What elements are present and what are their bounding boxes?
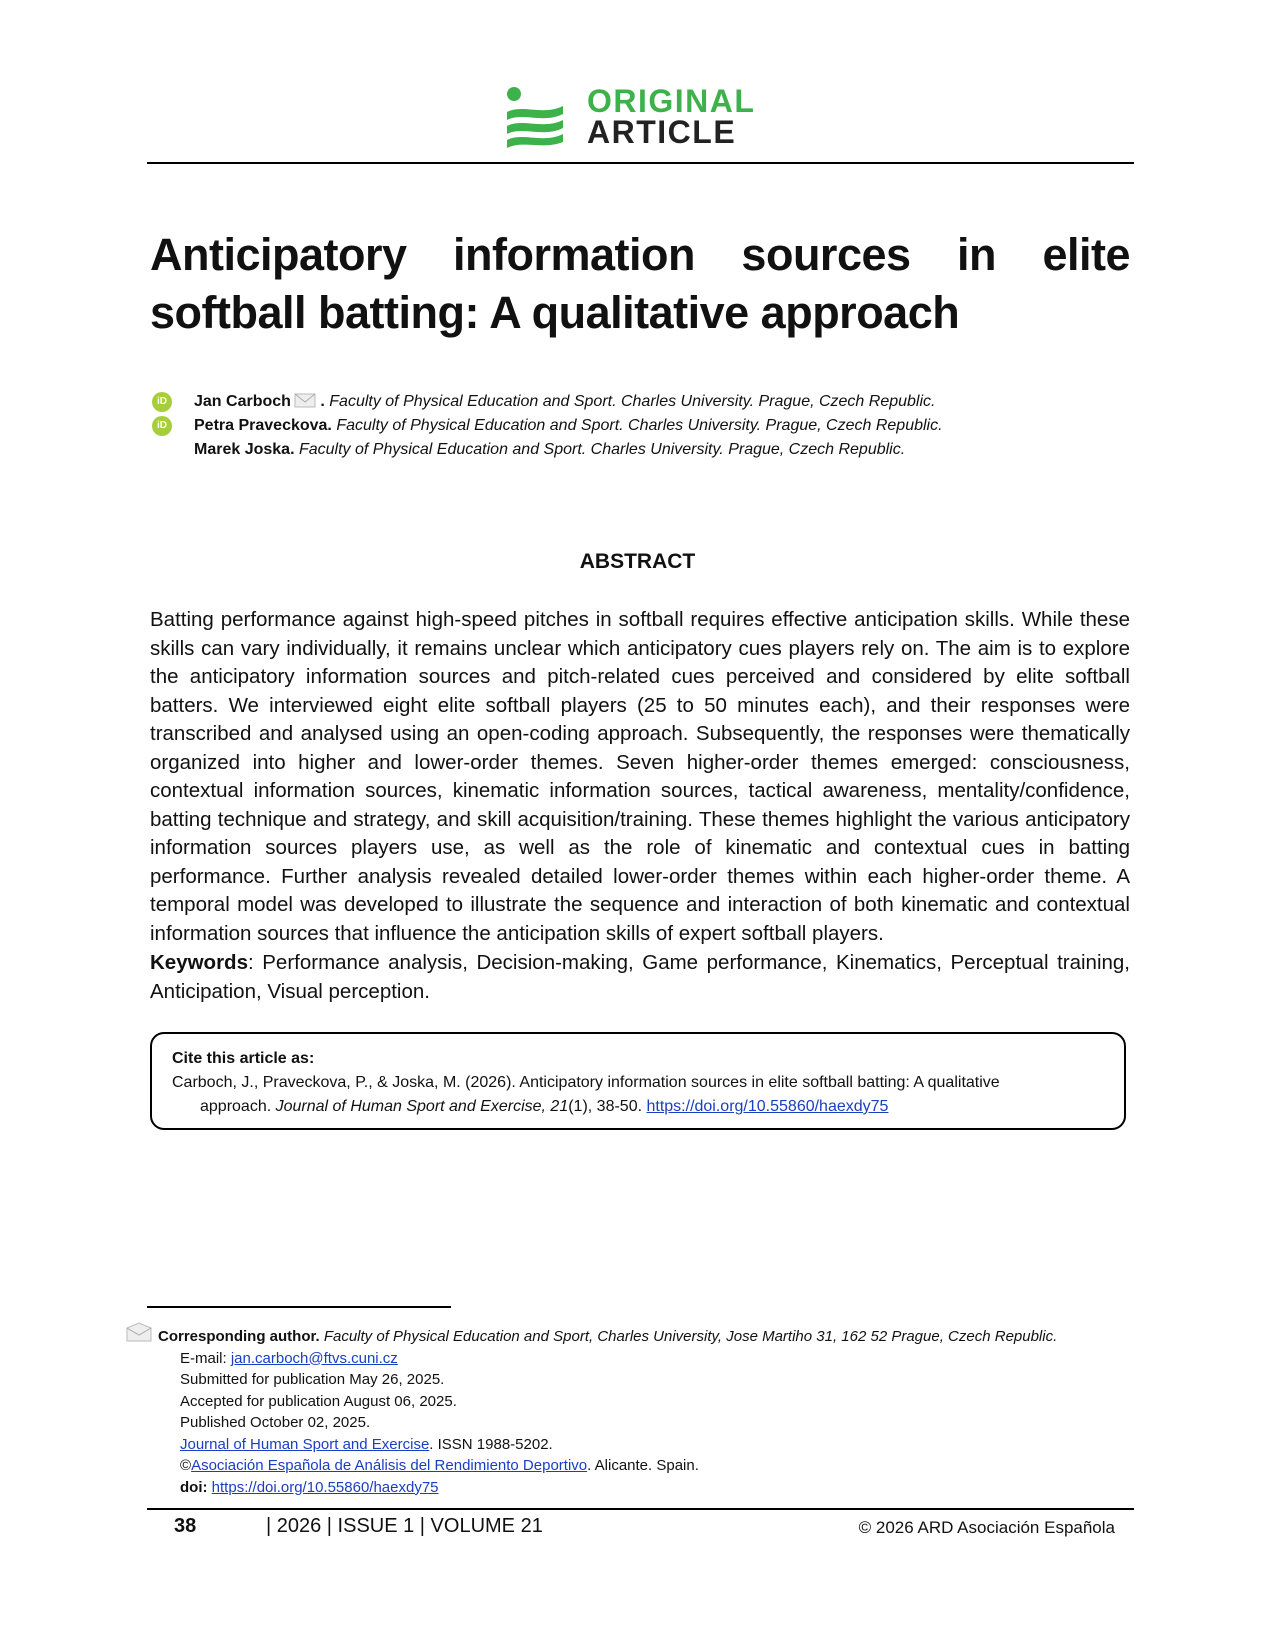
keywords-label: Keywords [150,951,248,974]
abstract-heading: ABSTRACT [579,550,696,573]
author-name: Marek Joska. [194,441,295,458]
published-date: Published October 02, 2025. [180,1414,371,1431]
author-affiliation: Faculty of Physical Education and Sport. Charles University. Prague, Czech Republic. [336,417,943,434]
citation-authors-title: Carboch, J., Praveckova, P., & Joska, M. (2026). Anticipatory information sources in elite softball batting: A qualitative [172,1074,1000,1091]
author-3 [152,438,1112,462]
header-rule [147,162,1134,164]
issn: . ISSN 1988-5202. [429,1435,553,1453]
badge-line-1: ORIGINAL [587,83,756,119]
issue-info: | 2026 | ISSUE 1 | VOLUME 21 [266,1515,543,1537]
abstract-text: Batting performance against high-speed pitches in softball requires effective anticipation skills. While these skills can vary individually, it remains unclear which anticipatory cues players rely on. The aim is to explore the anticipatory information sources and pitch-related cues perceived and considered by elite softball batters. We interviewed eight elite softball players (25 to 50 minutes each), and their responses were transcribed and analysed using an open-coding approach. Subsequently, the responses were thematically organized into higher and lower-order themes. Seven higher-order themes emerged: consciousness, contextual information sources, kinematic information sources, tactical awareness, mentality/confidence, batting technique and strategy, and skill acquisition/training. These themes highlight the various anticipatory information sources players use, as well as the role of kinematic and contextual cues in batting performance. Further analysis revealed detailed lower-order themes within each higher-order theme. A temporal model was developed to illustrate the sequence and interaction of both kinematic and contextual information sources that influence the anticipation skills of expert softball players. [150,608,1130,945]
accepted-date: Accepted for publication August 06, 2025. [180,1392,457,1410]
citation-issue: (1), 38-50. [568,1098,647,1115]
email-line [126,1348,1126,1370]
doi-label: doi: [180,1478,208,1496]
author-name: Jan Carboch [194,393,291,410]
citation-heading: Cite this article as: [172,1050,315,1067]
citation-box [150,1032,1126,1130]
author-2 [152,414,1112,438]
badge-line-2: ARTICLE [587,114,737,150]
envelope-icon[interactable] [294,393,316,408]
author-1 [152,390,1112,414]
article-title: Anticipatory information sources in elite softball batting: A qualitative approach [150,229,1130,338]
citation-title-end: approach. [200,1098,276,1115]
envelope-icon [126,1322,152,1342]
orcid-icon[interactable]: iD [152,392,172,412]
citation-journal: Journal of Human Sport and Exercise, 21 [275,1098,569,1115]
footnote-rule [147,1306,451,1308]
keywords [150,949,1130,1006]
journal-line [126,1434,1126,1456]
author-suffix: . [315,393,325,410]
corresponding-address: Faculty of Physical Education and Sport, Charles University, Jose Martiho 31, 162 52 Prague, Czech Republic. [319,1328,1058,1345]
association-place: . Alicante. Spain. [587,1457,699,1474]
author-affiliation: Faculty of Physical Education and Sport. Charles University. Prague, Czech Republic. [329,393,936,410]
orcid-icon[interactable]: iD [152,416,172,436]
submitted-date: Submitted for publication May 26, 2025. [180,1371,445,1388]
page-number: 38 [174,1515,197,1537]
email-link[interactable]: jan.carboch@ftvs.cuni.cz [230,1349,398,1367]
association-link[interactable]: Asociación Española de Análisis del Rendimiento Deportivo [191,1457,588,1474]
badge-text [587,83,756,150]
citation-doi-link[interactable]: https://doi.org/10.55860/haexdy75 [646,1098,889,1115]
journal-stripes-logo-icon [505,86,565,148]
corresponding-label: Corresponding author. [158,1328,320,1345]
footnote-doi-link[interactable]: https://doi.org/10.55860/haexdy75 [211,1478,439,1496]
association-line [126,1455,1126,1477]
corresponding-author [126,1326,1126,1348]
author-name: Petra Praveckova. [194,417,332,434]
copyright-symbol: © [180,1457,192,1474]
footnotes [126,1326,1126,1498]
email-label: E-mail: [180,1349,231,1367]
author-list [152,390,1112,462]
author-affiliation: Faculty of Physical Education and Sport. Charles University. Prague, Czech Republic. [298,441,906,458]
footer-copyright: © 2026 ARD Asociación Española [858,1518,1115,1537]
journal-link[interactable]: Journal of Human Sport and Exercise [180,1435,430,1453]
citation-text [172,1071,1104,1119]
footer-rule [147,1508,1134,1510]
keywords-list: : Performance analysis, Decision-making, Game performance, Kinematics, Perceptual training, Anticipation, Visual perception. [150,951,1130,1003]
doi-line [126,1477,1126,1499]
